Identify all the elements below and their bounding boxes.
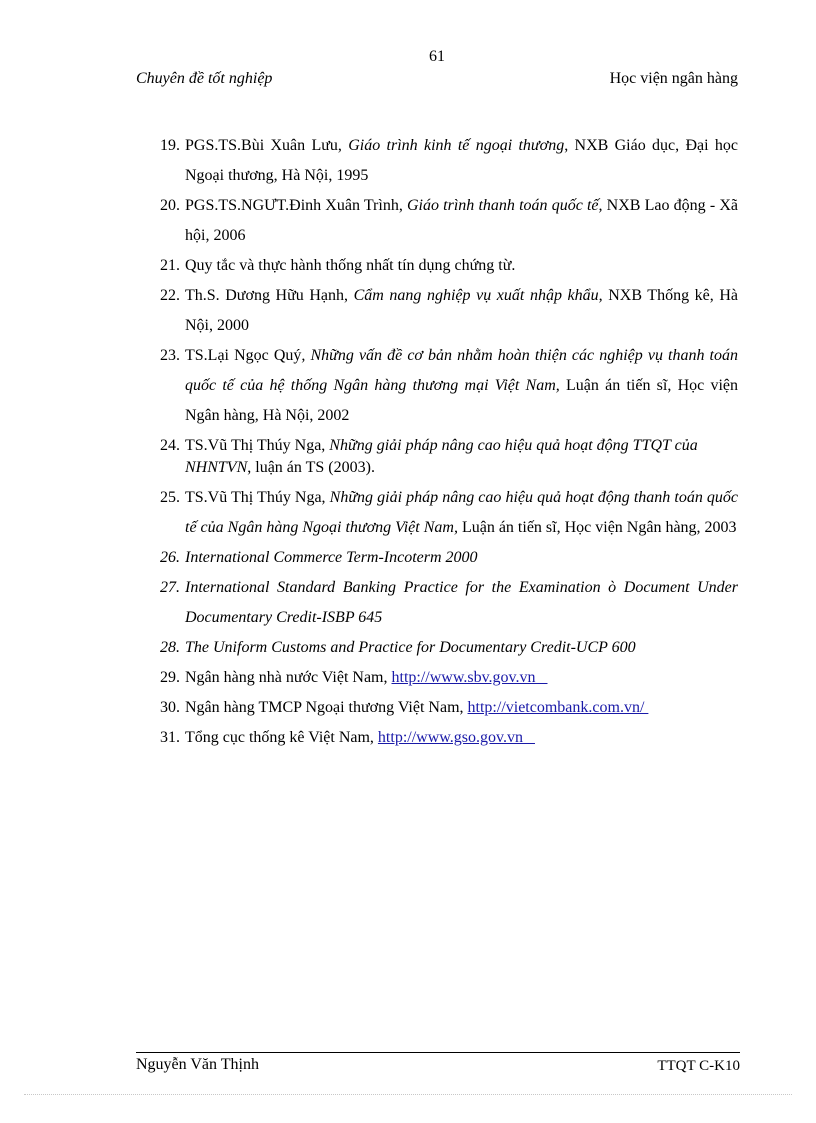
page-number: 61: [429, 48, 445, 65]
reference-source: Tổng cục thống kê Việt Nam,: [185, 729, 378, 746]
reference-list: [160, 131, 738, 753]
reference-author: TS.Vũ Thị Thúy Nga,: [185, 489, 330, 506]
reference-item: [160, 191, 738, 251]
reference-item: [160, 723, 738, 753]
reference-item: [160, 341, 738, 431]
reference-title: The Uniform Customs and Practice for Documentary Credit-UCP 600: [185, 639, 636, 656]
reference-item: [160, 693, 738, 723]
reference-number: 26.: [160, 549, 180, 566]
gso-link[interactable]: http://www.gso.gov.vn: [377, 729, 535, 746]
reference-item: [160, 543, 738, 573]
reference-text: Quy tắc và thực hành thống nhất tín dụng chứng từ.: [185, 257, 516, 274]
reference-author: PGS.TS.NGƯT.Đinh Xuân Trình,: [185, 197, 407, 214]
reference-title: International Standard Banking Practice for the Examination ò Document Under Documentary Credit-ISBP 645: [185, 579, 738, 626]
reference-source: Ngân hàng nhà nước Việt Nam,: [185, 669, 392, 686]
reference-number: 23.: [160, 347, 180, 364]
reference-title: Giáo trình thanh toán quốc tế,: [407, 197, 603, 214]
footer-author: Nguyễn Văn Thịnh: [136, 1056, 259, 1073]
reference-publisher: NXB Lao động - Xã hội, 2006: [185, 197, 739, 244]
reference-title: Cẩm nang nghiệp vụ xuất nhập khẩu,: [353, 287, 603, 304]
reference-number: 28.: [160, 639, 180, 656]
reference-number: 19.: [160, 137, 180, 154]
reference-title: Những giải pháp nâng cao hiệu quả hoạt động TTQT của NHNTVN: [185, 437, 698, 476]
reference-item: [160, 573, 738, 633]
header-document-type: Chuyên đề tốt nghiệp: [136, 70, 273, 87]
footer-class-code: TTQT C-K10: [657, 1058, 740, 1074]
reference-publisher: NXB Thống kê, Hà Nội, 2000: [185, 287, 739, 334]
reference-number: 21.: [160, 257, 180, 274]
reference-title: Giáo trình kinh tế ngoại thương: [348, 137, 565, 154]
reference-title: Những giải pháp nâng cao hiệu quả hoạt động thanh toán quốc tế của Ngân hàng Ngoại thương Việt Nam,: [185, 489, 739, 536]
reference-number: 20.: [160, 197, 180, 214]
reference-author: Th.S. Dương Hữu Hạnh,: [185, 287, 354, 304]
reference-item: [160, 281, 738, 341]
reference-publisher: , luận án TS (2003).: [247, 459, 375, 476]
reference-number: 30.: [160, 699, 180, 716]
sbv-link[interactable]: http://www.sbv.gov.vn: [391, 669, 548, 686]
reference-title: International Commerce Term-Incoterm 2000: [185, 549, 478, 566]
reference-number: 22.: [160, 287, 180, 304]
footer-divider: [136, 1052, 740, 1053]
reference-publisher: Luận án tiến sĩ, Học viện Ngân hàng, Hà Nội, 2002: [185, 377, 739, 424]
reference-item: [160, 633, 738, 663]
reference-item: [160, 435, 738, 479]
header-institution: Học viện ngân hàng: [609, 70, 738, 87]
reference-item: [160, 483, 738, 543]
reference-author: TS.Lại Ngọc Quý: [185, 347, 302, 364]
reference-author: PGS.TS.Bùi Xuân Lưu,: [185, 137, 349, 154]
page-bottom-border: [24, 1094, 792, 1095]
reference-publisher: Luận án tiến sĩ, Học viện Ngân hàng, 2003: [457, 519, 737, 536]
reference-item: [160, 251, 738, 281]
reference-number: 27.: [160, 579, 180, 596]
reference-source: Ngân hàng TMCP Ngoại thương Việt Nam,: [185, 699, 468, 716]
reference-number: 24.: [160, 437, 180, 454]
reference-item: [160, 131, 738, 191]
vietcombank-link[interactable]: http://vietcombank.com.vn/: [467, 699, 649, 716]
reference-author: TS.Vũ Thị Thúy Nga,: [185, 437, 330, 454]
reference-number: 25.: [160, 489, 180, 506]
reference-title: , Những vấn đề cơ bản nhằm hoàn thiện các nghiệp vụ thanh toán quốc tế của hệ thống Ngân hàng thương mại Việt Nam,: [185, 347, 739, 394]
reference-item: [160, 663, 738, 693]
reference-number: 29.: [160, 669, 180, 686]
reference-number: 31.: [160, 729, 180, 746]
reference-publisher: , NXB Giáo dục, Đại học Ngoại thương, Hà Nội, 1995: [185, 137, 739, 184]
